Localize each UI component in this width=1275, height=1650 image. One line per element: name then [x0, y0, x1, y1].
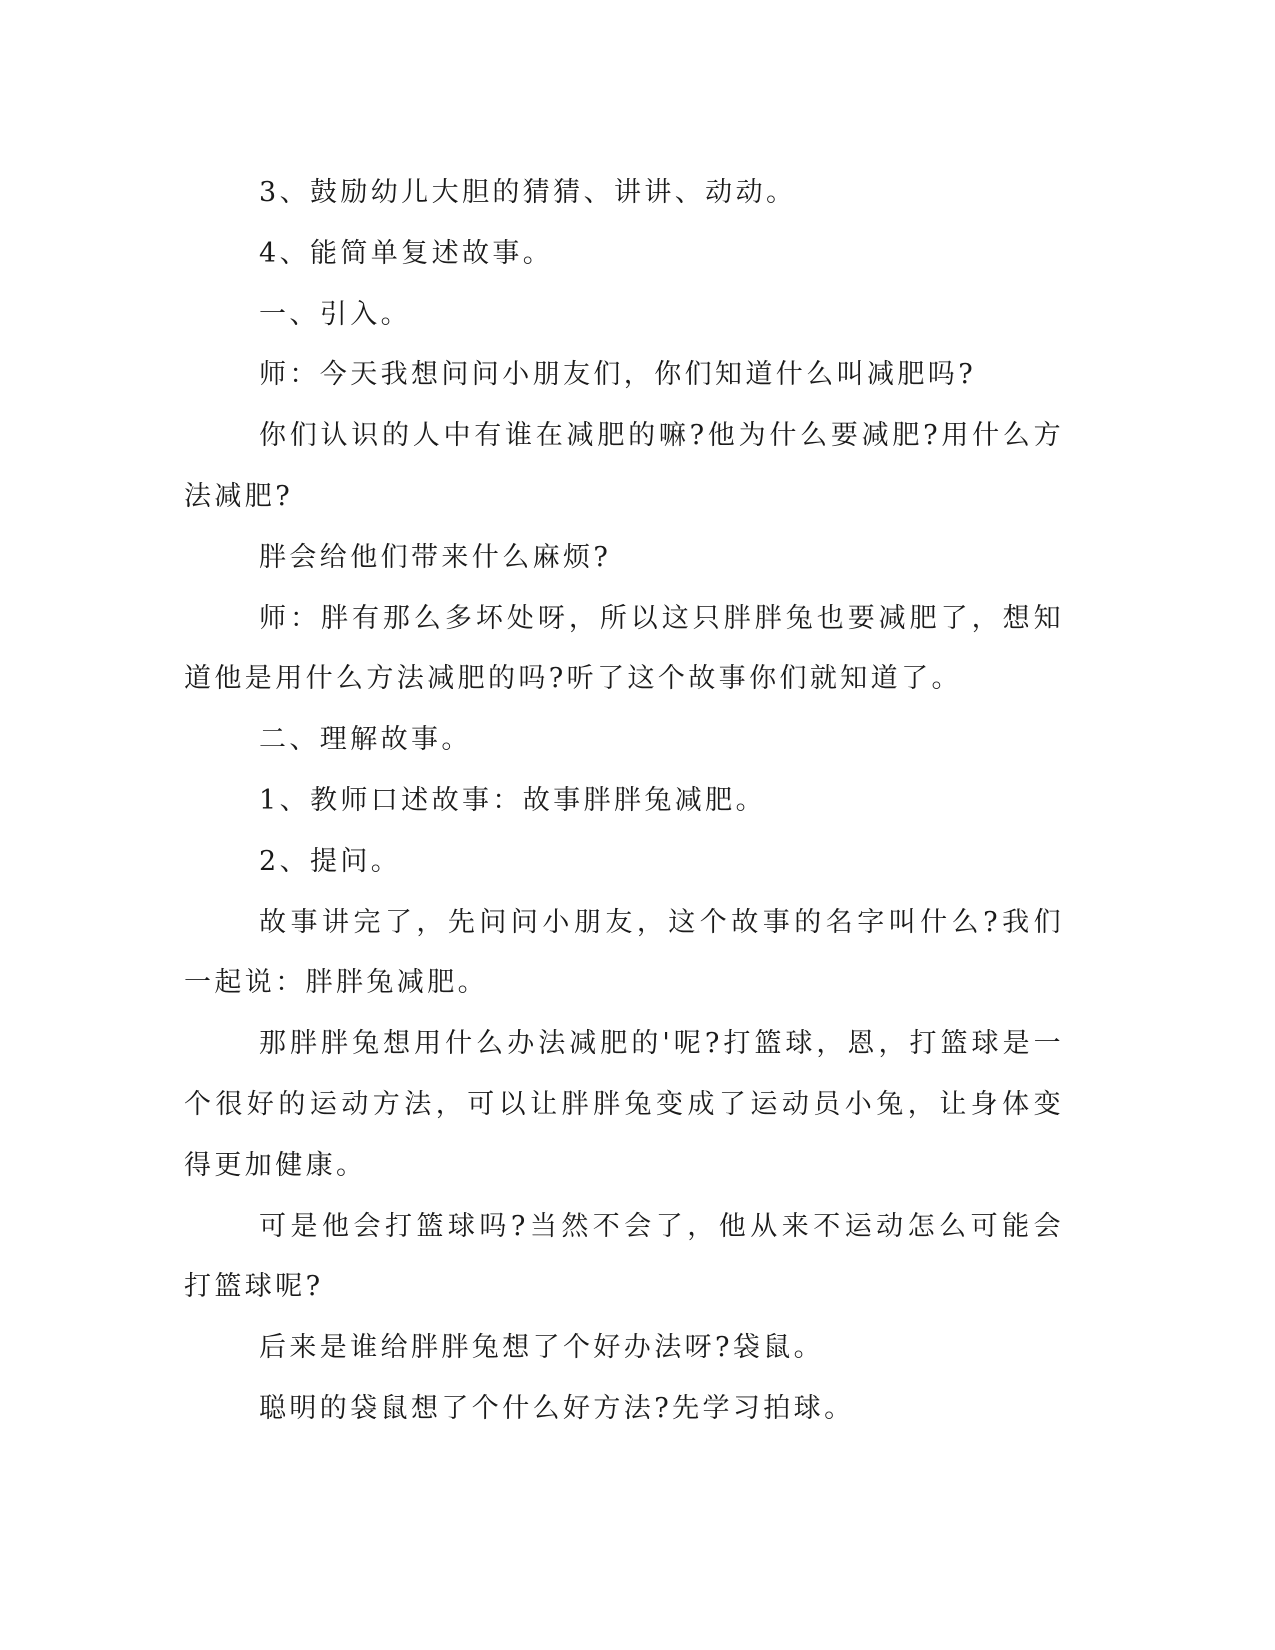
section-heading: 二、理解故事。	[259, 724, 472, 756]
paragraph: 1、教师口述故事：故事胖胖兔减肥。	[259, 784, 766, 816]
paragraph: 后来是谁给胖胖兔想了个好办法呀?袋鼠。	[259, 1332, 825, 1364]
paragraph: 3、鼓励幼儿大胆的猜猜、讲讲、动动。	[259, 177, 797, 208]
paragraph: 你们认识的人中有谁在减肥的嘛?他为什么要减肥?用什么方法减肥?	[184, 420, 1064, 512]
document-body	[184, 163, 1064, 1440]
paragraph: 4、能简单复述故事。	[259, 237, 554, 269]
paragraph: 师：胖有那么多坏处呀，所以这只胖胖兔也要减肥了，想知道他是用什么方法减肥的吗?听了这个故事你们就知道了。	[184, 602, 1064, 695]
paragraph: 可是他会打篮球吗?当然不会了，他从来不运动怎么可能会打篮球呢?	[184, 1210, 1064, 1303]
paragraph: 师：今天我想问问小朋友们，你们知道什么叫减肥吗?	[259, 359, 977, 391]
section-heading: 一、引入。	[259, 298, 411, 330]
paragraph: 故事讲完了，先问问小朋友，这个故事的名字叫什么?我们一起说：胖胖兔减肥。	[184, 906, 1064, 999]
paragraph: 2、提问。	[259, 845, 402, 877]
paragraph: 那胖胖兔想用什么办法减肥的'呢?打篮球，恩，打篮球是一个很好的运动方法，可以让胖胖兔变成了运动员小兔，让身体变得更加健康。	[184, 1028, 1064, 1181]
paragraph: 胖会给他们带来什么麻烦?	[259, 541, 612, 573]
paragraph: 聪明的袋鼠想了个什么好方法?先学习拍球。	[259, 1392, 855, 1424]
